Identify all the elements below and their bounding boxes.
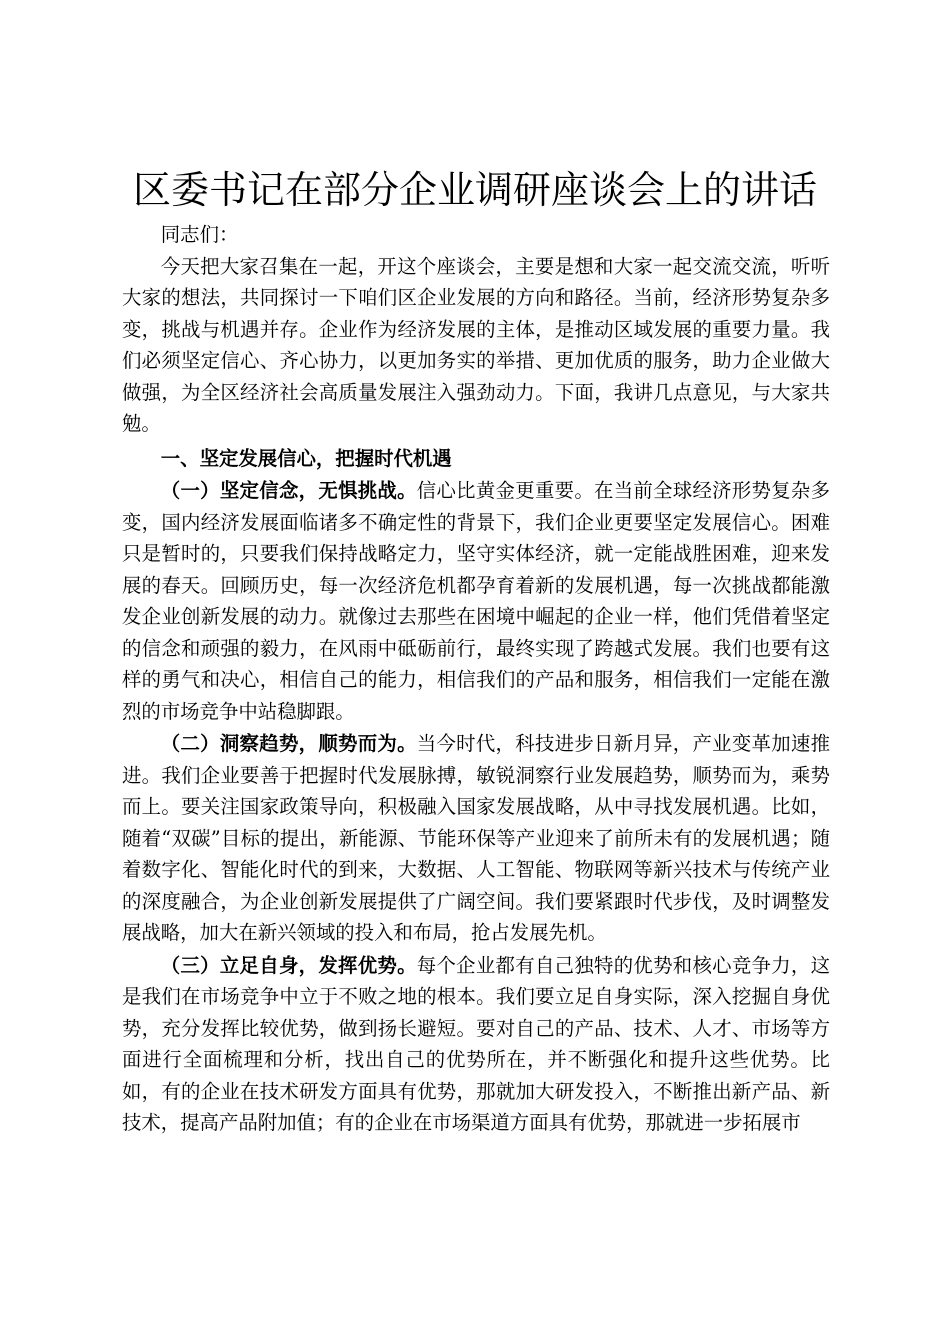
subsection-2-lead: （二）洞察趋势，顺势而为。 bbox=[160, 732, 417, 755]
subsection-1-text: 信心比黄金更重要。在当前全球经济形势复杂多变，国内经济发展面临诸多不确定性的背景下，我们企业更要坚定发展信心。困难只是暂时的，只要我们保持战略定力，坚守实体经济，就一定能战胜困难，迎来发展的春天。回顾历史，每一次经济危机都孕育着新的发展机遇，每一次挑战都能激发企业创新发展的动力。就像过去那些在困境中崛起的企业一样，他们凭借着坚定的信念和顽强的毅力，在风雨中砥砺前行，最终实现了跨越式发展。我们也要有这样的勇气和决心，相信自己的能力，相信我们的产品和服务，相信我们一定能在激烈的市场竞争中站稳脚跟。 bbox=[122, 479, 831, 723]
intro-paragraph: 今天把大家召集在一起，开这个座谈会，主要是想和大家一起交流交流，听听大家的想法，共同探讨一下咱们区企业发展的方向和路径。当前，经济形势复杂多变，挑战与机遇并存。企业作为经济发展的主体，是推动区域发展的重要力量。我们必须坚定信心、齐心协力，以更加务实的举措、更加优质的服务，助力企业做大做强，为全区经济社会高质量发展注入强劲动力。下面，我讲几点意见，与大家共勉。 bbox=[122, 254, 830, 435]
salutation: 同志们： bbox=[160, 223, 239, 246]
subsection-3-lead: （三）立足自身，发挥优势。 bbox=[160, 953, 417, 977]
document-title: 区委书记在部分企业调研座谈会上的讲话 bbox=[132, 168, 817, 212]
subsection-3-paragraph bbox=[122, 950, 830, 1139]
subsection-2-text: 当今时代，科技进步日新月异，产业变革加速推进。我们企业要善于把握时代发展脉搏，敏锐洞察行业发展趋势，顺势而为，乘势而上。要关注国家政策导向，积极融入国家发展战略，从中寻找发展机遇。比如，随着“双碳”目标的提出，新能源、节能环保等产业迎来了前所未有的发展机遇；随着数字化、智能化时代的到来，大数据、人工智能、物联网等新兴技术与传统产业的深度融合，为企业创新发展提供了广阔空间。我们要紧跟时代步伐，及时调整发展战略，加大在新兴领域的投入和布局，抢占发展先机。 bbox=[122, 732, 831, 944]
section-heading-1: 一、坚定发展信心，把握时代机遇 bbox=[160, 446, 452, 470]
subsection-2-paragraph bbox=[122, 728, 830, 949]
subsection-1-paragraph bbox=[122, 475, 830, 727]
document-body bbox=[122, 219, 830, 1139]
subsection-3-text: 每个企业都有自己独特的优势和核心竞争力，这是我们在市场竞争中立于不败之地的根本。我们要立足自身实际，深入挖掘自身优势，充分发挥比较优势，做到扬长避短。要对自己的产品、技术、人才、市场等方面进行全面梳理和分析，找出自己的优势所在，并不断强化和提升这些优势。比如，有的企业在技术研发方面具有优势，那就加大研发投入，不断推出新产品、新技术，提高产品附加值；有的企业在市场渠道方面具有优势，那就进一步拓展市 bbox=[122, 953, 831, 1134]
subsection-1-lead: （一）坚定信念，无惧挑战。 bbox=[160, 479, 417, 502]
